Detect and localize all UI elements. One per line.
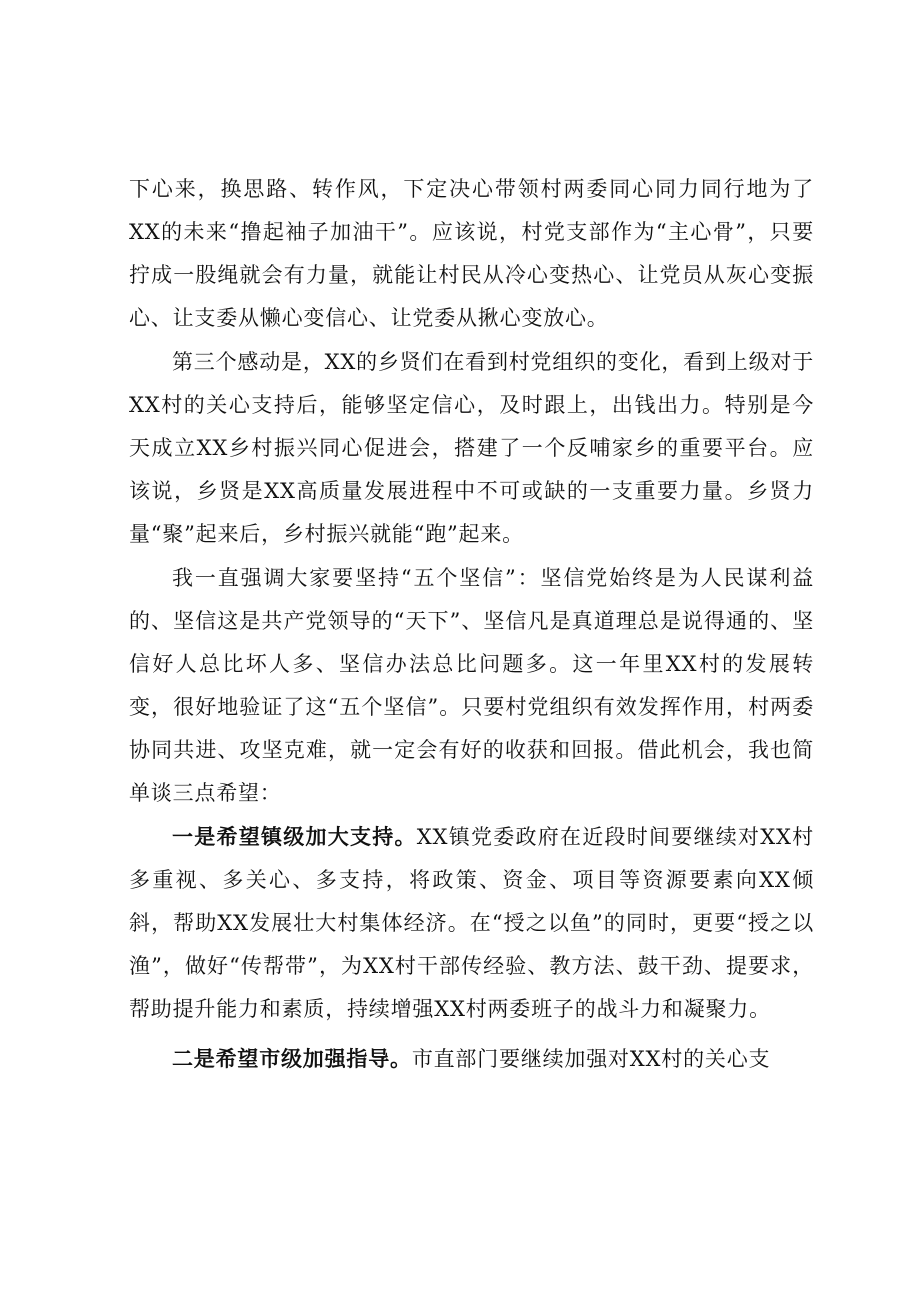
paragraph-3 xyxy=(129,556,814,815)
paragraph-lead: 一是希望镇级加大支持。 xyxy=(172,824,417,849)
paragraph-text: 我一直强调大家要坚持“五个坚信”：坚信党始终是为人民谋利益的、坚信这是共产党领导的“天下”、坚信凡是真道理总是说得通的、坚信好人总比坏人多、坚信办法总比问题多。这一年里XX村的发展转变，很好地验证了这“五个坚信”。只要村党组织有效发挥作用，村两委协同共进、攻坚克难，就一定会有好的收获和回报。借此机会，我也简单谈三点希望： xyxy=(129,566,814,805)
paragraph-text: 下心来，换思路、转作风，下定决心带领村两委同心同力同行地为了XX的未来“撸起袖子加油干”。应该说，村党支部作为“主心骨”，只要拧成一股绳就会有力量，就能让村民从冷心变热心、让党员从灰心变振心、让支委从懒心变信心、让党委从揪心变放心。 xyxy=(129,177,814,330)
paragraph-5 xyxy=(129,1037,814,1081)
paragraph-2 xyxy=(129,340,814,556)
paragraph-4 xyxy=(129,815,814,1031)
paragraph-1 xyxy=(129,167,814,340)
paragraph-text: 市直部门要继续加强对XX村的关心支 xyxy=(411,1047,771,1071)
document-body xyxy=(129,167,814,1081)
paragraph-text: XX镇党委政府在近段时间要继续对XX村多重视、多关心、多支持，将政策、资金、项目等资源要素向XX倾斜，帮助XX发展壮大村集体经济。在“授之以鱼”的同时，更要“授之以渔”，做好“传帮带”，为XX村干部传经验、教方法、鼓干劲、提要求，帮助提升能力和素质，持续增强XX村两委班子的战斗力和凝聚力。 xyxy=(129,825,814,1021)
paragraph-lead: 二是希望市级加强指导。 xyxy=(172,1046,412,1071)
paragraph-text: 第三个感动是，XX的乡贤们在看到村党组织的变化，看到上级对于XX村的关心支持后，能够坚定信心，及时跟上，出钱出力。特别是今天成立XX乡村振兴同心促进会，搭建了一个反哺家乡的重要平台。应该说，乡贤是XX高质量发展进程中不可或缺的一支重要力量。乡贤力量“聚”起来后，乡村振兴就能“跑”起来。 xyxy=(129,350,814,546)
